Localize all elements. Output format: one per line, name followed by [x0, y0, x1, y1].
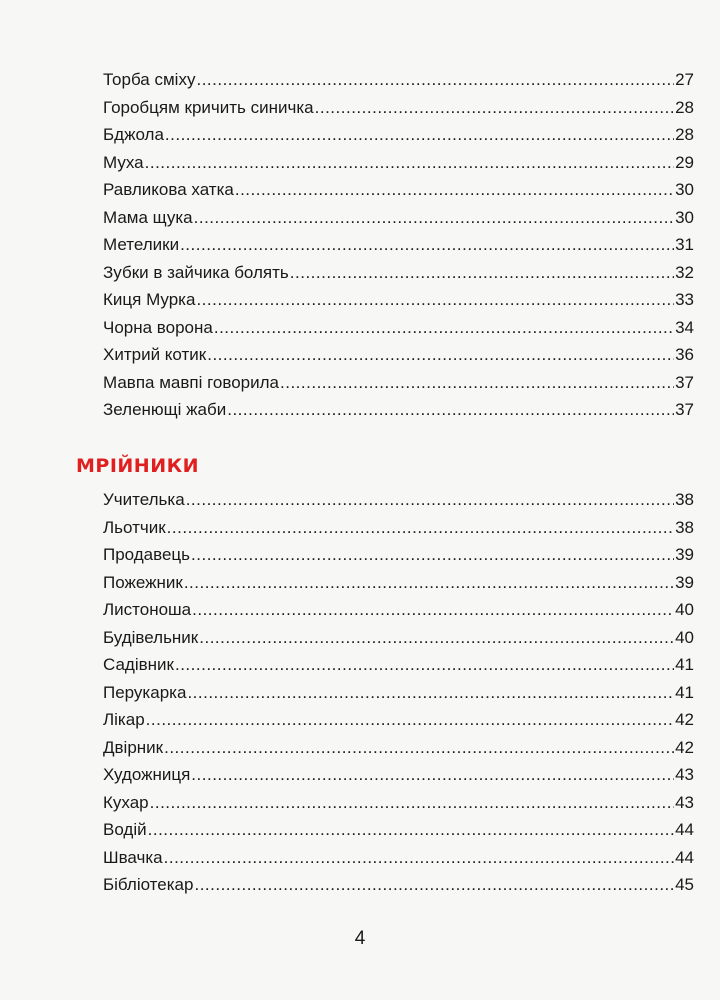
- dot-leader: [186, 490, 674, 510]
- toc-entry-title: Мавпа мавпі говорила: [103, 372, 280, 392]
- toc-entry: [103, 573, 694, 601]
- toc-entry: [103, 655, 694, 683]
- toc-entry-page: 37: [675, 372, 694, 392]
- toc-entry: [103, 98, 694, 126]
- toc-entry-page: 33: [675, 290, 694, 309]
- toc-entry-title: Учителька: [103, 490, 185, 509]
- toc-entry-page: 27: [675, 70, 694, 89]
- toc-entry-page: 41: [675, 655, 694, 674]
- dot-leader: [165, 125, 674, 145]
- toc-entry-title: Чорна ворона: [103, 317, 213, 337]
- toc-entry: [103, 710, 694, 738]
- dot-leader: [280, 373, 674, 393]
- toc-entry-title: Садівник: [103, 655, 174, 674]
- toc-entry-page: 45: [675, 875, 694, 894]
- toc-entry: [103, 70, 694, 98]
- toc-entry-title: Горобцям кричить синичка: [103, 97, 314, 117]
- dot-leader: [150, 793, 674, 813]
- dot-leader: [180, 235, 674, 255]
- dot-leader: [207, 345, 674, 365]
- toc-entry-page: 34: [675, 317, 694, 337]
- toc-entry: [103, 290, 694, 318]
- toc-entry: [103, 235, 694, 263]
- toc-entry-page: 31: [675, 235, 694, 254]
- toc-entry-page: 38: [675, 517, 694, 537]
- toc-entry-title: Листоноша: [103, 600, 192, 619]
- dot-leader: [187, 683, 674, 703]
- toc-entry: [103, 153, 694, 181]
- toc-entry-page: 37: [675, 400, 694, 419]
- toc-entry-page: 42: [675, 710, 694, 729]
- toc-entry-title: Пожежник: [103, 572, 183, 592]
- toc-entry-title: Метелики: [103, 235, 180, 254]
- toc-entry: [103, 875, 694, 903]
- toc-entry-title: Будівельник: [103, 627, 199, 647]
- toc-entry-page: 36: [675, 345, 694, 364]
- dot-leader: [235, 180, 674, 200]
- dot-leader: [227, 400, 674, 420]
- toc-entry-title: Зубки в зайчика болять: [103, 262, 289, 282]
- toc-entry-page: 43: [675, 765, 694, 784]
- toc-entry-title: Кухар: [103, 792, 149, 812]
- toc-entry-title: Муха: [103, 152, 144, 172]
- dot-leader: [214, 318, 674, 338]
- dot-leader: [145, 153, 674, 173]
- dot-leader: [194, 875, 674, 895]
- toc-entry-title: Равликова хатка: [103, 180, 234, 199]
- toc-entry-page: 44: [675, 820, 694, 839]
- toc-entry-title: Льотчик: [103, 517, 166, 537]
- toc-entry: [103, 125, 694, 153]
- toc-entry-page: 43: [675, 792, 694, 812]
- toc-entry-title: Бібліотекар: [103, 875, 194, 894]
- dot-leader: [315, 98, 674, 118]
- toc-entry-page: 28: [675, 97, 694, 117]
- toc-entry: [103, 490, 694, 518]
- toc-entry-title: Художниця: [103, 765, 191, 784]
- toc-entry-title: Швачка: [103, 847, 163, 867]
- toc-entry: [103, 373, 694, 401]
- toc-entry-page: 44: [675, 847, 694, 867]
- toc-entry-page: 41: [675, 682, 694, 702]
- dot-leader: [191, 765, 674, 785]
- dot-leader: [290, 263, 674, 283]
- toc-entry: [103, 518, 694, 546]
- toc-entry-page: 29: [675, 152, 694, 172]
- toc-entry-page: 40: [675, 627, 694, 647]
- toc-entry: [103, 765, 694, 793]
- dot-leader: [167, 518, 674, 538]
- table-of-contents-part-2: [103, 490, 694, 903]
- dot-leader: [191, 545, 674, 565]
- dot-leader: [194, 208, 674, 228]
- dot-leader: [175, 655, 674, 675]
- toc-entry-title: Продавець: [103, 545, 191, 564]
- toc-entry-page: 38: [675, 490, 694, 509]
- toc-entry-title: Бджола: [103, 125, 164, 144]
- toc-entry: [103, 545, 694, 573]
- dot-leader: [146, 710, 674, 730]
- toc-entry: [103, 793, 694, 821]
- dot-leader: [148, 820, 674, 840]
- toc-entry-title: Торба сміху: [103, 70, 196, 89]
- toc-entry: [103, 628, 694, 656]
- dot-leader: [196, 290, 674, 310]
- dot-leader: [199, 628, 674, 648]
- page-number: 4: [354, 928, 366, 949]
- toc-entry: [103, 180, 694, 208]
- toc-entry: [103, 318, 694, 346]
- toc-entry: [103, 400, 694, 428]
- toc-entry-title: Водій: [103, 820, 147, 839]
- toc-entry: [103, 820, 694, 848]
- table-of-contents-part-1: [103, 70, 694, 428]
- dot-leader: [196, 70, 674, 90]
- toc-entry: [103, 263, 694, 291]
- toc-entry: [103, 208, 694, 236]
- dot-leader: [164, 738, 674, 758]
- toc-entry-title: Киця Мурка: [103, 290, 196, 309]
- toc-entry-page: 32: [675, 262, 694, 282]
- toc-entry-page: 30: [675, 207, 694, 227]
- toc-entry-page: 28: [675, 125, 694, 144]
- section-heading: МРІЙНИКИ: [76, 455, 200, 477]
- toc-entry-title: Двірник: [103, 737, 164, 757]
- toc-entry-title: Мама щука: [103, 207, 193, 227]
- toc-entry-title: Лікар: [103, 710, 145, 729]
- toc-entry: [103, 600, 694, 628]
- toc-entry: [103, 738, 694, 766]
- toc-entry-page: 42: [675, 737, 694, 757]
- toc-entry: [103, 848, 694, 876]
- toc-entry-title: Хитрий котик: [103, 345, 207, 364]
- toc-entry-title: Перукарка: [103, 682, 187, 702]
- toc-entry: [103, 345, 694, 373]
- toc-entry-title: Зеленющі жаби: [103, 400, 227, 419]
- toc-entry-page: 30: [675, 180, 694, 199]
- dot-leader: [184, 573, 674, 593]
- dot-leader: [192, 600, 674, 620]
- toc-entry-page: 40: [675, 600, 694, 619]
- dot-leader: [164, 848, 674, 868]
- toc-entry-page: 39: [675, 545, 694, 564]
- toc-entry: [103, 683, 694, 711]
- toc-entry-page: 39: [675, 572, 694, 592]
